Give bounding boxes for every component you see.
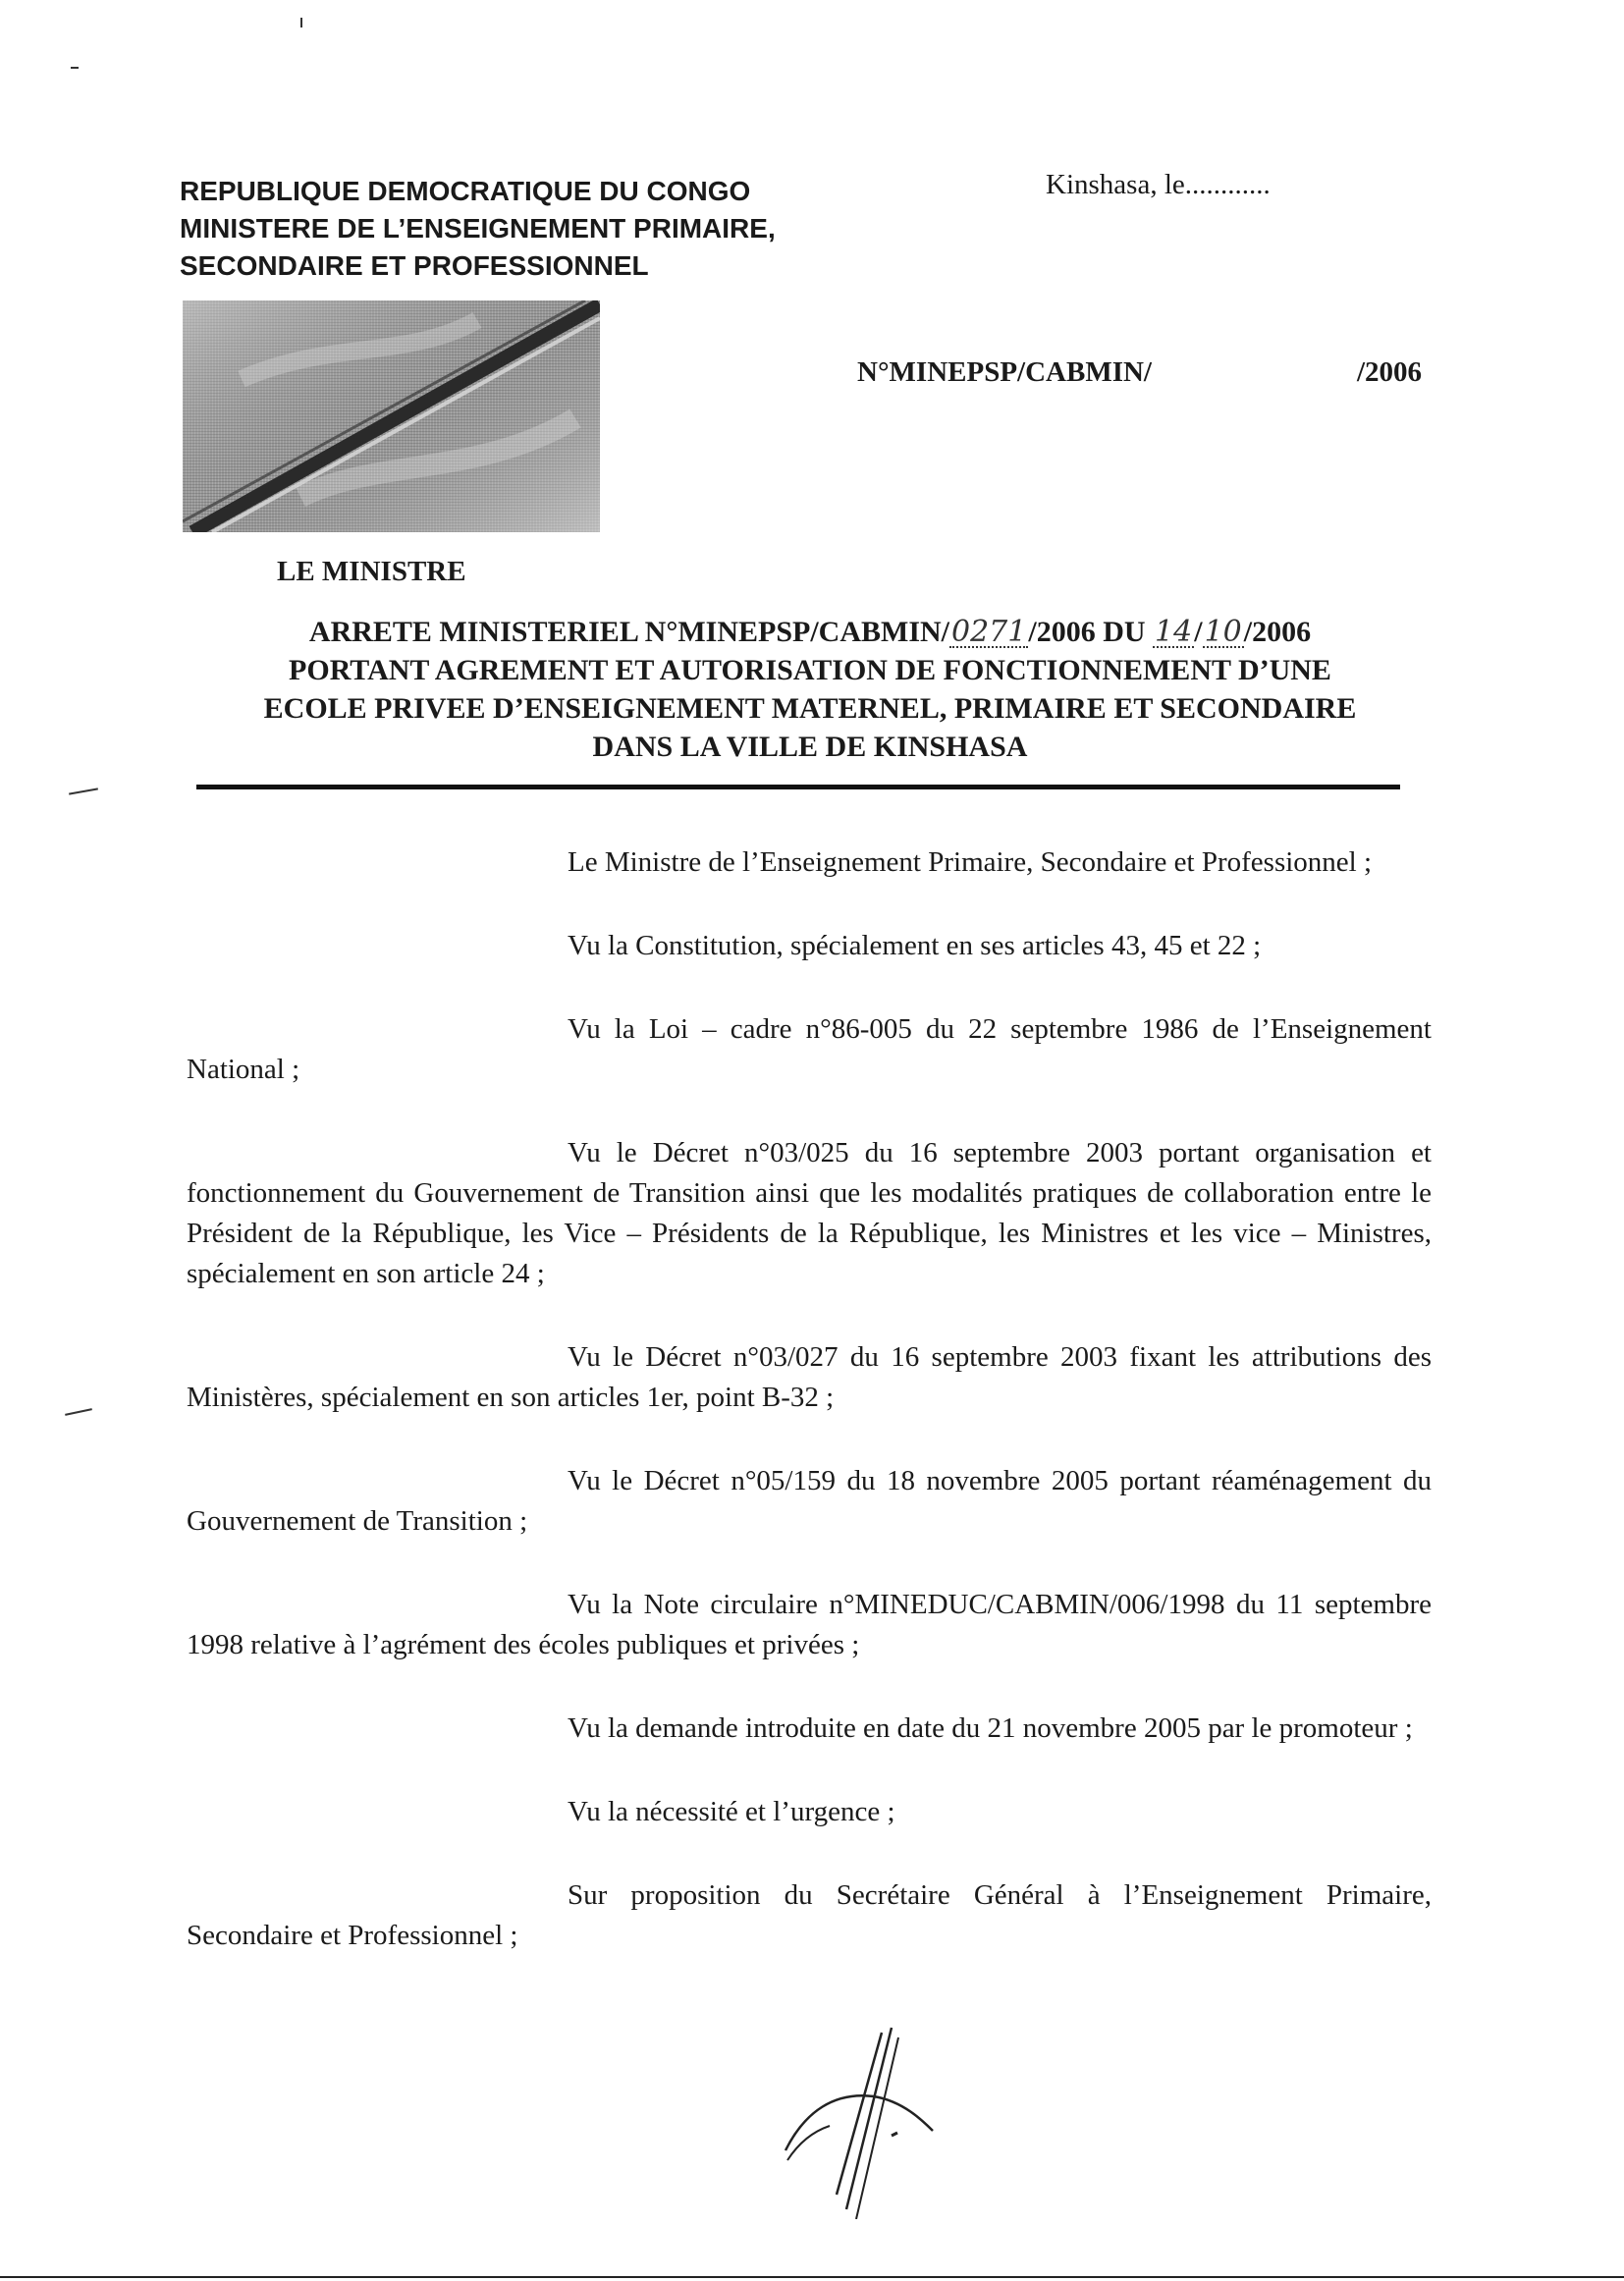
decree-number-prefix: ARRETE MINISTERIEL N°MINEPSP/CABMIN/ (308, 616, 949, 648)
preamble-paragraph: Vu la Constitution, spécialement en ses articles 43, 45 et 22 ; (568, 930, 1262, 961)
preamble-paragraph: Vu la Loi – cadre n°86-005 du 22 septembre 1986 de l’Enseignement National ; (187, 1013, 1432, 1085)
emblem-image (183, 300, 600, 532)
letterhead-line-ministry-cont: SECONDAIRE ET PROFESSIONNEL (180, 250, 649, 281)
decree-preamble (187, 842, 1432, 1999)
preamble-paragraph: Vu le Décret n°03/025 du 16 septembre 2003 portant organisation et fonctionnement du Gouvernement de Transition ainsi que les modalités pratiques de collaboration entre le Président de la République, les Vice – Présidents de la République, les Ministres et les vice – Ministres, spécialement en son article 24 ; (187, 1137, 1432, 1289)
letterhead-line-ministry: MINISTERE DE L’ENSEIGNEMENT PRIMAIRE, (180, 213, 776, 244)
decree-title-line-2: PORTANT AGREMENT ET AUTORISATION DE FONCTIONNEMENT D’UNE (289, 654, 1331, 686)
reference-prefix: N°MINEPSP/CABMIN/ (857, 356, 1152, 388)
letterhead (180, 173, 776, 285)
decree-year: /2006 (1243, 616, 1312, 648)
preamble-paragraph: Le Ministre de l’Enseignement Primaire, Secondaire et Professionnel ; (568, 846, 1373, 878)
reference-number (857, 356, 1422, 389)
decree-title-line-3: ECOLE PRIVEE D’ENSEIGNEMENT MATERNEL, PRIMAIRE ET SECONDAIRE (263, 692, 1357, 725)
handwritten-month: 10 (1204, 615, 1242, 649)
handwritten-decree-number: 0271 (951, 615, 1027, 649)
preamble-paragraph: Vu la demande introduite en date du 21 novembre 2005 par le promoteur ; (568, 1712, 1413, 1744)
decree-title (177, 613, 1443, 766)
decree-title-line-1 (177, 613, 1443, 651)
emblem-diagonal-graphic (183, 300, 600, 532)
page-bottom-edge (0, 2276, 1624, 2278)
scan-speck (69, 787, 98, 794)
preamble-paragraph: Vu le Décret n°03/027 du 16 septembre 2003 fixant les attributions des Ministères, spécialement en son articles 1er, point B-32 ; (187, 1341, 1432, 1413)
preamble-paragraph: Vu le Décret n°05/159 du 18 novembre 2005 portant réaménagement du Gouvernement de Transition ; (187, 1465, 1432, 1537)
decree-title-line-4: DANS LA VILLE DE KINSHASA (592, 731, 1028, 763)
minister-heading: LE MINISTRE (277, 556, 466, 587)
scan-speck (65, 1408, 92, 1416)
scan-speck (71, 67, 79, 69)
preamble-paragraph: Vu la Note circulaire n°MINEDUC/CABMIN/006/1998 du 11 septembre 1998 relative à l’agrément des écoles publiques et privées ; (187, 1589, 1432, 1660)
place-date: Kinshasa, le............ (1046, 169, 1271, 200)
scan-speck (300, 18, 302, 27)
handwritten-signature (776, 2023, 952, 2219)
preamble-paragraph: Vu la nécessité et l’urgence ; (568, 1796, 895, 1827)
date-separator: / (1194, 616, 1203, 648)
title-divider (196, 785, 1400, 789)
handwritten-day: 14 (1155, 615, 1193, 649)
reference-year: /2006 (1356, 356, 1422, 388)
decree-date-prefix: /2006 DU (1028, 616, 1154, 648)
preamble-paragraph: Sur proposition du Secrétaire Général à l’Enseignement Primaire, Secondaire et Professionnel ; (187, 1879, 1432, 1951)
letterhead-line-country: REPUBLIQUE DEMOCRATIQUE DU CONGO (180, 176, 751, 206)
